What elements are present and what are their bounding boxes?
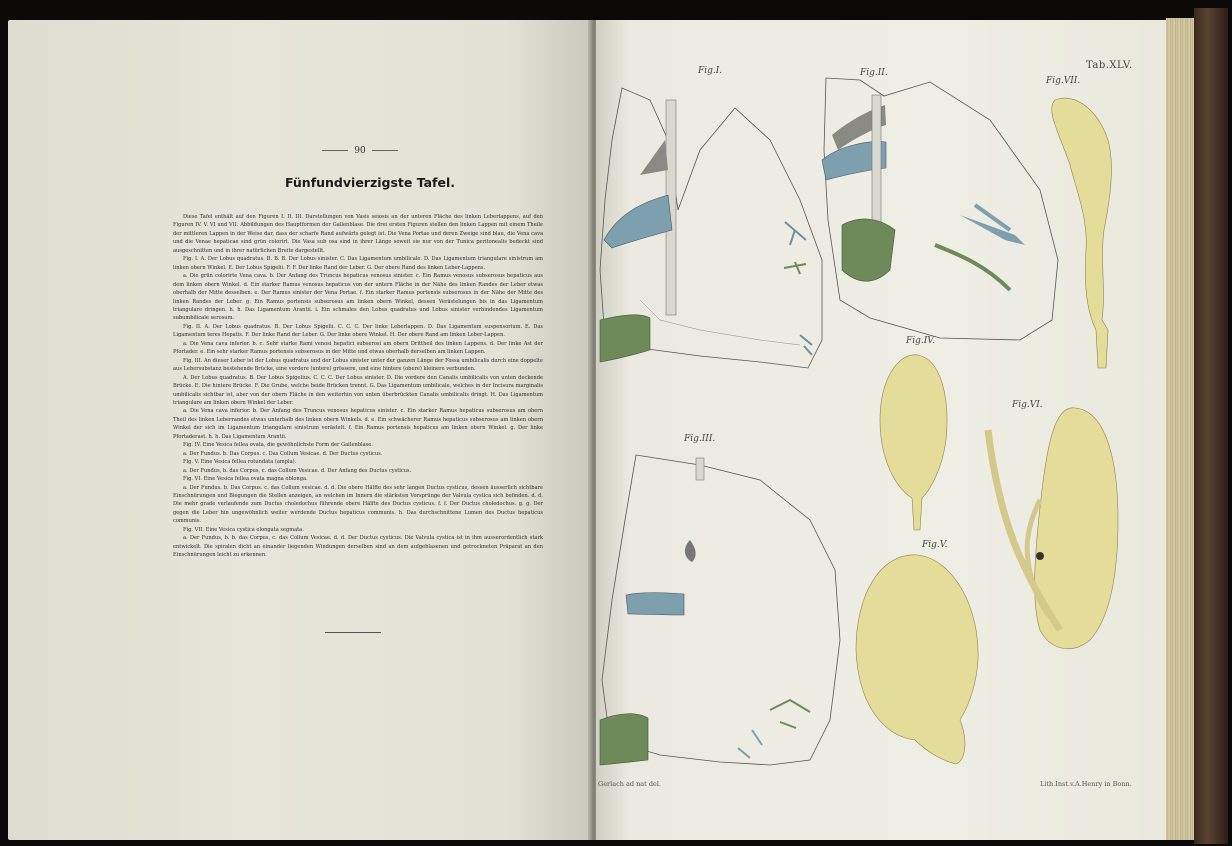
plate-label: Tab.XLV. [1086, 60, 1133, 71]
paragraph: a. Der Fundus. b. Das Corpus. c. Das Collum Vesicae. d. Der Ductus cysticus. [183, 450, 383, 457]
fig5-gallbladder [856, 555, 978, 764]
paragraph: a. Der Fundus, b. b. das Corpus, c. das Collum Vesicae. d. d. Der Ductus cysticus. Die Valvula cystica ist in ihm ausserordentlich stark entwickelt. Die spiralen dicht an einander liegenden Windungen derselben sind an dem aufgeblasenen und getrockneten Präparat an den Einschnürungen leicht zu erkennen. [173, 535, 543, 559]
paragraph: A. Der Lobus quadratus. B. Der Lobus Spigelius. C. C. C. Der Lobus sinister. D. Die vordere den Canalis umbilicalis von unten deckende Brücke. E. Die hintere Brücke. F. Die Grube, welche beide Brücken trennt. G. Das Ligamentum umbilicale, welches in der Incisura marginalis umbilicalis sichtbar ist, aber von der obern Fläche in den weiterhin von unten überbrückten Canalis umbilicalis dringt. H. Das Ligamentum triangulare am linken obern Winkel der Leber. [173, 374, 543, 406]
fig7-label: Fig.VII. [1046, 76, 1081, 86]
paragraph: a. Der Fundus, b. das Corpus, c. das Collum Vesicae. d. Der Anfang des Ductus cysticus. [183, 467, 412, 474]
fig6-label: Fig.VI. [1012, 400, 1043, 410]
paragraph: Fig. II. A. Der Lobus quadratus. B. Der Lobus Spigelii. C. C. C. Der linke Leberlappen. D. Das Ligamentum suspensorium. E. Das Ligamentum teres Hepatis. F. Der linke Rand der Leber. G. Der linke obere Winkel. H. Der obere Rand am linken Leber-Lappen. [173, 323, 543, 339]
fig4-label: Fig.IV. [906, 336, 936, 346]
paragraph: Fig. V. Eine Vesica fellea rotundata (ampla). [183, 459, 297, 466]
fig1-label: Fig.I. [698, 66, 723, 76]
artist-credit: Gerlach ad nat del. [598, 780, 661, 788]
paragraph: Fig. I. A. Der Lobus quadratus. B. B. B. Der Lobus sinister. C. Das Ligamentum umbilicale. D. Das Ligamentum triangulare sinistrum am linken obern Winkel. E. Der Lobus Spigelii. F. F. Der linke Rand der Leber. G. Der obere Rand des linken Leber-Lappens. [173, 256, 543, 271]
fig2-label: Fig.II. [860, 68, 888, 78]
paragraph: Fig. III. An dieser Leber ist der Lobus quadratus und der Lobus sinister unter der ganzen Länge der Fossa umbilicalis durch eine doppelte aus Lebersubstanz bestehende Brücke, eine vordere (untere) grössere, und eine hintere (obere) kleinere verbunden. [173, 357, 543, 373]
fig5-label: Fig.V. [922, 540, 948, 550]
page-number: 90 [300, 146, 420, 156]
fig7-gallbladder [1052, 98, 1112, 368]
paragraph: a. Die grün colorirte Vena cava. b. Der Anfang des Truncus hepaticus venosus sinister. c. Ein Ramus venosus subserosus hepaticus aus dem linken obern Winkel. d. Ein starker Ramus venosus hepaticus von der untern Fläche in der Nähe des linken Randes der Leber etwas oberhalb der Mitte desselben. e. Der Ramus sinister der Vena Portae. f. Ein starker Ramus portensis subserosus in der Nähe der Mitte des linken Randes der Leber. g. Ein Ramus portensis subserosus am linken obern Winkel, dessen Verästelungen bis in das Ligamentum triangulare dringen. h. h. Das Ligamentum Arantii. i. Ein schmales den Lobus quadratus und Lobus sinister verbindendes Ligamentum subumbilicale serosum. [173, 273, 543, 322]
paragraph: a. Der Fundus. b. Das Corpus. c. das Collum vesicae. d. d. Die obere Hälfte des sehr langen Ductus cysticus, dessen äusserlich sichtbare Einschnürungen und Biegungen die Stellen anzeigen, an welchen im Innern die stärksten Vorsprünge der Valvula cystica sich befinden. d. d. Die mehr grade verlaufende zum Ductus choledochus führende obere Hälfte des Ductus cysticus. f. f. Der Ductus choledochus. g. g. Der gegen die Leber hin ungewöhnlich weiter werdende Ductus hepaticus communis. h. Das durchschnittene Lumen des Ductus hepaticus communis. [173, 484, 543, 525]
paragraph: Fig. VI. Eine Vesica fellea ovata magna oblonga. [183, 476, 308, 483]
paragraph: Diese Tafel enthält auf den Figuren I. II. III. Darstellungen von Vasis seiosis an der unteren Fläche des linken Leberlappens, auf den Figuren IV. V. VI und VII. Abbildungen des Hauptformen der Gallenblase. Die drei ersten Figuren stellen den linken Lappen mit einem Theile der mittleren Lappen in der Weise dar, dass der scharfe Rand aufwärts gelegt ist. Die Vena Portae und deren Zweige sind blau, die Vena cava und die Venae hepaticae sind grün colorirt. Die Vasa sub osa sind in ihrer Länge soweit sie nur von der Tunica peritonealis bedeckt sind ausgeschnitten und in ihrer natürlichen Breite dargestellt. [173, 214, 543, 254]
paragraph: a. Die Vena cava inferior. b. Der Anfang des Truncus venosus hepaticus sinister. c. Ein starker Ramus hepaticus subserosus am obern Theil des linken Leberrandes etwas unterhalb des linken obern Winkels. d. e. Ein schwächerer Ramus hepaticus subserosus am linken obern Winkel der sich im Ligamentum triangulare sinistrum verästelt. f. Ein Ramus portensis hepaticus am linken obern Winkel. g. Der linke Pfortaderast. h. h. Das Ligamentum Arantii. [173, 408, 543, 440]
paragraph: Fig. VII. Eine Vesica cystica elongata segmata. [183, 526, 304, 533]
page-title: Fünfundvierzigste Tafel. [284, 175, 456, 190]
paragraph: Fig. IV. Eine Vesica fellea ovata, die gewöhnlichste Form der Gallenblase. [183, 442, 373, 449]
printer-credit: Lith.Inst.v.A.Henry in Bonn. [1040, 780, 1132, 788]
paragraph: a. Die Vena cava inferior. b. c. Sehr starke Rami venosi hepatici subserosi am obern Drittheil des linken Lappens. d. Der linke Ast der Pfortader. e. Ein sehr starker Ramus portensis subserosus in der Mitte und etwas oberhalb derselben am linken Lappen. [173, 340, 543, 356]
fig4-gallbladder [880, 355, 947, 530]
fig3-label: Fig.III. [684, 434, 716, 444]
